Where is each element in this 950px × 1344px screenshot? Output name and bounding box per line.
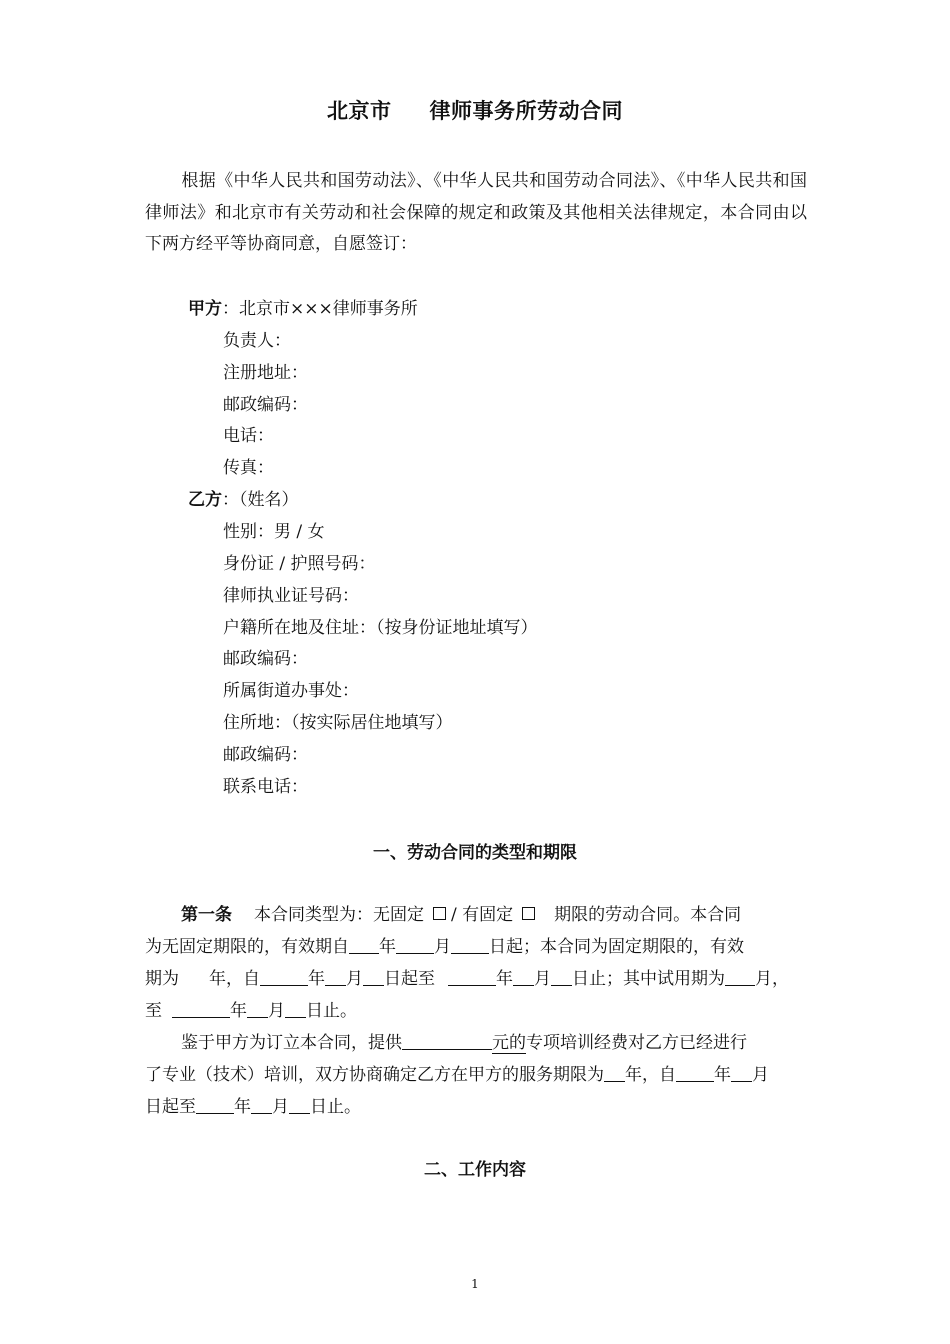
blank-year[interactable] (196, 1096, 234, 1114)
article1-text: 年 (308, 969, 325, 989)
training-text: 月 (272, 1097, 289, 1117)
party-a-field: 负责人： (223, 331, 291, 351)
blank-day[interactable] (285, 1000, 306, 1018)
article1-text: 月， (755, 969, 789, 989)
article1-text: 年 (230, 1001, 247, 1021)
training-text: 了专业（技术）培训，双方协商确定乙方在甲方的服务期限为 (145, 1065, 604, 1085)
training-line2 (145, 1064, 769, 1086)
blank-service-years[interactable] (604, 1064, 625, 1082)
party-b-field: 住所地：（按实际居住地填写） (223, 713, 453, 733)
article1-line2 (145, 936, 744, 958)
article1-text: 年 (496, 969, 513, 989)
preamble-paragraph (145, 166, 807, 261)
party-a-field: 邮政编码： (223, 395, 308, 415)
blank-month[interactable] (513, 968, 534, 986)
article1-line1 (181, 904, 741, 926)
blank-day[interactable] (551, 968, 572, 986)
page-number: 1 (471, 1277, 479, 1291)
party-b-value: ：（姓名） (222, 490, 299, 510)
blank-training-amount[interactable] (402, 1032, 492, 1050)
article1-text: 本合同类型为：无固定 (254, 905, 424, 925)
party-b-field: 邮政编码： (223, 745, 308, 765)
fixed-term-checkbox[interactable] (522, 907, 535, 920)
party-b-field: 身份证 / 护照号码： (223, 554, 376, 574)
article1-text: 年，自 (209, 969, 260, 989)
article1-text: 期为 (145, 969, 179, 989)
party-b-line (188, 489, 299, 511)
blank-year[interactable] (349, 936, 379, 954)
article1-label: 第一条 (181, 905, 232, 925)
section-heading-1: 一、劳动合同的类型和期限 (373, 843, 577, 863)
blank-year[interactable] (260, 968, 308, 986)
article1-text: 期限的劳动合同。本合同 (554, 905, 742, 925)
article1-text: 日止。 (306, 1001, 357, 1021)
training-text: 元的 (492, 1033, 526, 1053)
article1-text: 月 (268, 1001, 285, 1021)
blank-probation-months[interactable] (725, 968, 755, 986)
article1-text: 日起；本合同为固定期限的，有效 (489, 937, 744, 957)
article1-text: 月 (434, 937, 451, 957)
party-a-label: 甲方 (188, 299, 222, 319)
article1-text: 日起至 (384, 969, 435, 989)
training-text: 年，自 (625, 1065, 676, 1085)
article1-text: 为无固定期限的，有效期自 (145, 937, 349, 957)
party-b-field: 所属街道办事处： (223, 681, 359, 701)
training-text: 专项培训经费对乙方已经进行 (526, 1033, 747, 1053)
article1-text: 月 (534, 969, 551, 989)
training-text: 日止。 (310, 1097, 361, 1117)
party-b-field: 性别：男 / 女 (223, 522, 325, 542)
article1-line4 (145, 1000, 357, 1022)
article1-line3 (145, 968, 789, 990)
article1-text: 日止；其中试用期为 (572, 969, 725, 989)
article1-text: 至 (145, 1001, 162, 1021)
preamble-text: 根据《中华人民共和国劳动法》、《中华人民共和国劳动合同法》、《中华人民共和国律师法》和北京市有关劳动和社会保障的规定和政策及其他相关法律规定，本合同由以下两方经平等协商同意，自愿签订： (145, 171, 807, 254)
training-text: 日起至 (145, 1097, 196, 1117)
training-line3 (145, 1096, 361, 1118)
blank-year[interactable] (676, 1064, 714, 1082)
title-left: 北京市 (327, 99, 392, 123)
article1-text: 年 (379, 937, 396, 957)
training-text: 鉴于甲方为订立本合同，提供 (181, 1033, 402, 1053)
party-b-field: 律师执业证号码： (223, 586, 359, 606)
blank-month[interactable] (396, 936, 434, 954)
blank-month[interactable] (731, 1064, 752, 1082)
section-heading-2: 二、工作内容 (424, 1160, 526, 1180)
party-a-field: 传真： (223, 458, 274, 478)
page-title (0, 96, 950, 126)
blank-year[interactable] (172, 1000, 230, 1018)
party-b-field: 户籍所在地及住址：（按身份证地址填写） (223, 618, 538, 638)
party-a-line (188, 298, 418, 320)
training-text: 年 (714, 1065, 731, 1085)
party-a-value: ：北京市×××律师事务所 (222, 299, 418, 319)
blank-year[interactable] (448, 968, 496, 986)
training-text: 年 (234, 1097, 251, 1117)
blank-month[interactable] (247, 1000, 268, 1018)
article1-text: 月 (346, 969, 363, 989)
title-right: 律师事务所劳动合同 (429, 99, 623, 123)
party-a-field: 注册地址： (223, 363, 308, 383)
party-a-field: 电话： (223, 426, 274, 446)
blank-day[interactable] (363, 968, 384, 986)
party-b-field: 邮政编码： (223, 649, 308, 669)
training-line1 (181, 1032, 747, 1054)
indefinite-term-checkbox[interactable] (433, 907, 446, 920)
blank-day[interactable] (451, 936, 489, 954)
blank-month[interactable] (325, 968, 346, 986)
party-b-label: 乙方 (188, 490, 222, 510)
blank-day[interactable] (289, 1096, 310, 1114)
article1-text: / 有固定 (451, 905, 514, 925)
training-text: 月 (752, 1065, 769, 1085)
blank-month[interactable] (251, 1096, 272, 1114)
party-b-field: 联系电话： (223, 777, 308, 797)
